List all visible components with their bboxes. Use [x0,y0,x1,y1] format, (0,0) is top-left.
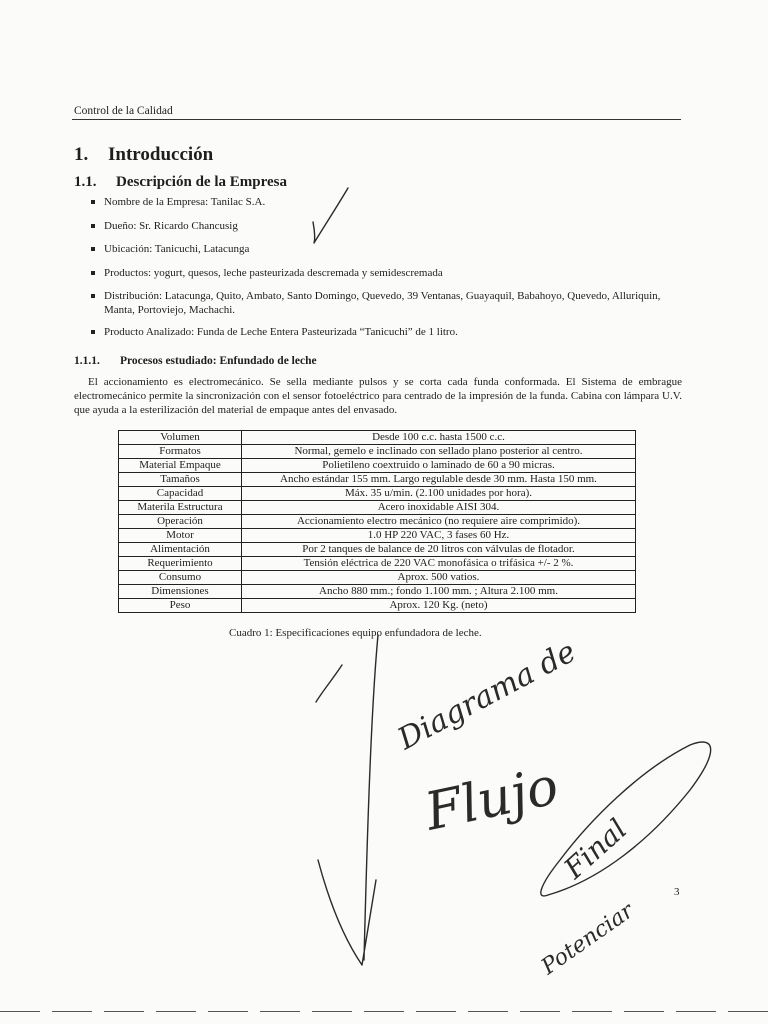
checkmark-icon [313,188,348,243]
table-cell-key: Materila Estructura [119,501,242,515]
table-cell-key: Motor [119,529,242,543]
list-item-location: Ubicación: Tanicuchi, Latacunga [88,243,684,257]
section-number: 1. [74,144,89,165]
table-cell-key: Formatos [119,445,242,459]
table-cell-key: Material Empaque [119,459,242,473]
table-cell-value: Aprox. 120 Kg. (neto) [242,599,636,613]
table-cell-value: 1.0 HP 220 VAC, 3 fases 60 Hz. [242,529,636,543]
down-arrow-icon [318,635,378,965]
table-cell-value: Normal, gemelo e inclinado con sellado plano posterior al centro. [242,445,636,459]
table-cell-value: Aprox. 500 vatios. [242,571,636,585]
list-item-products: Productos: yogurt, quesos, leche pasteurizada descremada y semidescremada [88,267,684,281]
list-item-company-name: Nombre de la Empresa: Tanilac S.A. [88,196,684,210]
table-cell-value: Por 2 tanques de balance de 20 litros con válvulas de flotador. [242,543,636,557]
table-cell-value: Tensión eléctrica de 220 VAC monofásica o trifásica +/- 2 %. [242,557,636,571]
section-title: Introducción [108,144,214,165]
table-cell-value: Máx. 35 u/min. (2.100 unidades por hora). [242,487,636,501]
table-cell-key: Consumo [119,571,242,585]
running-header: Control de la Calidad [74,105,173,117]
process-paragraph: El accionamiento es electromecánico. Se sella mediante pulsos y se corta cada funda conformada. El Sistema de embrague electromecánico permite la sincronización con el sensor fotoeléctrico para centrado de la impresión de la funda. Cabina con lámpara U.V. que ayuda a la esterilización del material de empaque antes del envasado. [74,376,682,416]
table-cell-key: Requerimiento [119,557,242,571]
table-cell-value: Acero inoxidable AISI 304. [242,501,636,515]
page-number: 3 [674,886,680,898]
table-cell-key: Tamaños [119,473,242,487]
handwritten-potenciar: Potenciar [537,898,639,980]
list-item-analyzed-product: Producto Analizado: Funda de Leche Entera Pasteurizada “Tanicuchi” de 1 litro. [88,326,684,340]
list-item-owner: Dueño: Sr. Ricardo Chancusig [88,220,684,234]
arrow-left-stroke [316,665,342,702]
handwritten-flujo: Flujo [420,756,564,843]
subsubsection-title: Procesos estudiado: Enfundado de leche [120,355,317,367]
handwritten-final: Final [557,812,634,886]
list-item-distribution: Distribución: Latacunga, Quito, Ambato, Santo Domingo, Quevedo, 39 Ventanas, Guayaquil, Babahoyo, Quevedo, Alluriquin, Manta, Portoviejo, Machachi. [88,290,684,317]
table-cell-key: Peso [119,599,242,613]
subsection-title: Descripción de la Empresa [116,174,287,190]
handwritten-diagrama-de: Diagrama de [392,634,582,758]
table-cell-key: Alimentación [119,543,242,557]
table-cell-key: Dimensiones [119,585,242,599]
table-cell-value: Polietileno coextruido o laminado de 60 a 90 micras. [242,459,636,473]
table-cell-value: Ancho 880 mm.; fondo 1.100 mm. ; Altura 2.100 mm. [242,585,636,599]
table-cell-value: Ancho estándar 155 mm. Largo regulable desde 30 mm. Hasta 150 mm. [242,473,636,487]
circled-final-icon [541,742,711,896]
scan-bottom-edge [0,1011,768,1012]
subsection-number: 1.1. [74,174,97,190]
subsubsection-number: 1.1.1. [74,355,100,367]
table-cell-value: Accionamiento electro mecánico (no requiere aire comprimido). [242,515,636,529]
table-caption: Cuadro 1: Especificaciones equipo enfundadora de leche. [229,627,482,639]
table-cell-value: Desde 100 c.c. hasta 1500 c.c. [242,431,636,445]
table-cell-key: Volumen [119,431,242,445]
table-cell-key: Capacidad [119,487,242,501]
table-cell-key: Operación [119,515,242,529]
